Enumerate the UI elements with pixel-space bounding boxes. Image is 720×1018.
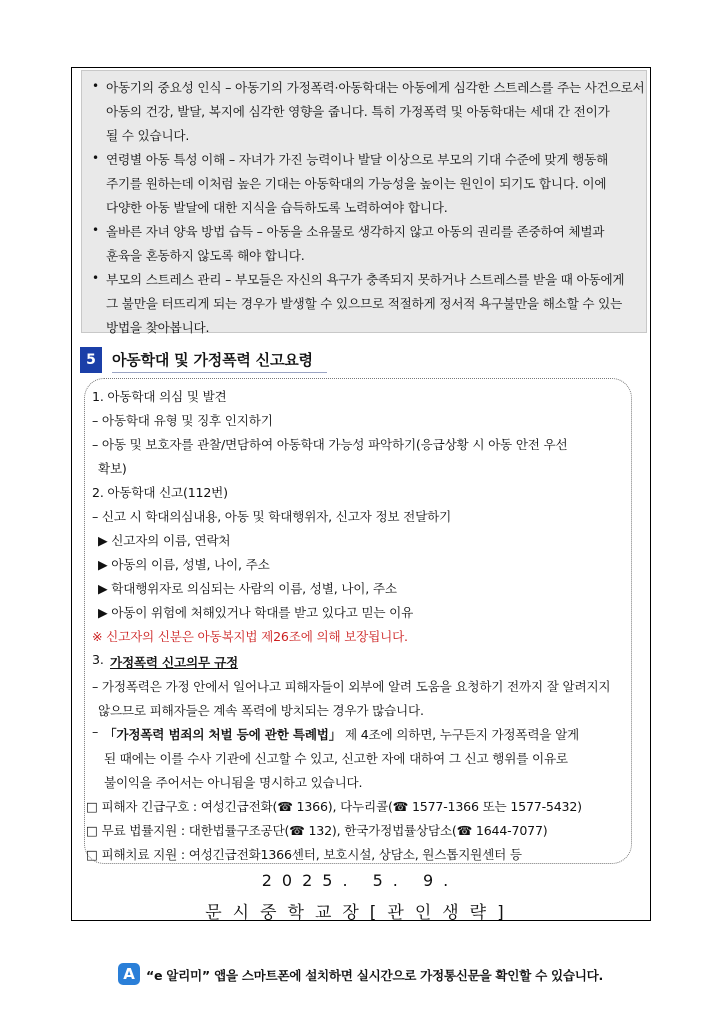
law-text: 불이익을 주어서는 아니됨을 명시하고 있습니다.	[104, 775, 363, 790]
tip-line: 아동기의 중요성 인식 – 아동기의 가정폭력·아동학대는 아동에게 심각한 스트레스를 주는 사건으로서	[106, 80, 645, 95]
arrow-item: ▶ 아동의 이름, 성별, 나이, 주소	[98, 557, 270, 572]
bullet: •	[92, 151, 100, 165]
list-item: 확보)	[98, 461, 127, 476]
law-text: 된 때에는 이를 수사 기관에 신고할 수 있고, 신고한 자에 대하여 그 신고 행위를 이유로	[104, 751, 568, 766]
list-item: – 아동 및 보호자를 관찰/면담하여 아동학대 가능성 파악하기(응급상황 시 아동 안전 우선	[92, 437, 568, 452]
law-paragraph	[104, 724, 579, 743]
principal-signature: 문시중학교장[관인생략]	[205, 903, 515, 923]
subheading-number: 3.	[92, 652, 104, 667]
support-item: □ 피해자 긴급구호 : 여성긴급전화(☎ 1366), 다누리콜(☎ 1577-1366 또는 1577-5432)	[86, 799, 582, 814]
tip-line: 부모의 스트레스 관리 – 부모들은 자신의 욕구가 충족되지 못하거나 스트레스를 받을 때 아동에게	[106, 272, 625, 287]
subheading: 1. 아동학대 의심 및 발견	[92, 389, 227, 404]
bullet: •	[92, 223, 100, 237]
tip-line: 훈육을 혼동하지 않도록 해야 합니다.	[106, 248, 305, 263]
tip-line: 방법을 찾아봅니다.	[106, 320, 210, 335]
list-item: – 가정폭력은 가정 안에서 일어나고 피해자들이 외부에 알려 도움을 요청하기 전까지 잘 알려지지	[92, 679, 611, 694]
law-name: 「가정폭력 범죄의 처벌 등에 관한 특례법」	[104, 727, 342, 742]
tip-line: 그 불만을 터뜨리게 되는 경우가 발생할 수 있으므로 적절하게 정서적 욕구불만을 해소할 수 있는	[106, 296, 623, 311]
tip-line: 주기를 원하는데 이처럼 높은 기대는 아동학대의 가능성을 높이는 원인이 되기도 합니다. 이에	[106, 176, 607, 191]
tip-line: 될 수 있습니다.	[106, 128, 190, 143]
bullet: •	[92, 271, 100, 285]
section-number: 5	[80, 347, 102, 373]
law-dash: –	[92, 724, 99, 739]
section-title: 아동학대 및 가정폭력 신고요령	[112, 347, 327, 373]
arrow-item: ▶ 신고자의 이름, 연락처	[98, 533, 231, 548]
subheading: 가정폭력 신고의무 규정	[110, 655, 239, 670]
list-item: – 신고 시 학대의심내용, 아동 및 학대행위자, 신고자 정보 전달하기	[92, 509, 452, 524]
support-item: □ 무료 법률지원 : 대한법률구조공단(☎ 132), 한국가정법률상담소(☎ 1644-7077)	[86, 823, 548, 838]
subheading: 2. 아동학대 신고(112번)	[92, 485, 228, 500]
issue-date: 2025. 5. 9.	[261, 871, 459, 890]
tip-line: 아동의 건강, 발달, 복지에 심각한 영향을 줍니다. 특히 가정폭력 및 아동학대는 세대 간 전이가	[106, 104, 610, 119]
footer-notice	[118, 962, 603, 986]
law-text: 제 4조에 의하면, 누구든지 가정폭력을 알게	[341, 727, 580, 742]
tip-line: 다양한 아동 발달에 대한 지식을 습득하도록 노력하여야 합니다.	[106, 200, 448, 215]
arrow-item: ▶ 아동이 위험에 처해있거나 학대를 받고 있다고 믿는 이유	[98, 605, 414, 620]
e-alimi-app-icon: A	[118, 963, 140, 985]
section-heading	[80, 347, 327, 373]
support-item: □ 피해치료 지원 : 여성긴급전화1366센터, 보호시설, 상담소, 원스톱지원센터 등	[86, 847, 522, 862]
tip-line: 올바른 자녀 양육 방법 습득 – 아동을 소유물로 생각하지 않고 아동의 권리를 존중하여 체벌과	[106, 224, 605, 239]
list-item: – 아동학대 유형 및 징후 인지하기	[92, 413, 273, 428]
bullet: •	[92, 79, 100, 93]
arrow-item: ▶ 학대행위자로 의심되는 사람의 이름, 성별, 나이, 주소	[98, 581, 397, 596]
parenting-tips-box	[81, 70, 647, 333]
tip-line: 연령별 아동 특성 이해 – 자녀가 가진 능력이나 발달 이상으로 부모의 기대 수준에 맞게 행동해	[106, 152, 609, 167]
list-item: 않으므로 피해자들은 계속 폭력에 방치되는 경우가 많습니다.	[98, 703, 424, 718]
confidentiality-note: ※ 신고자의 신분은 아동복지법 제26조에 의해 보장됩니다.	[92, 629, 408, 644]
footer-text: “e 알리미” 앱을 스마트폰에 설치하면 실시간으로 가정통신문을 확인할 수 있습니다.	[146, 967, 604, 983]
